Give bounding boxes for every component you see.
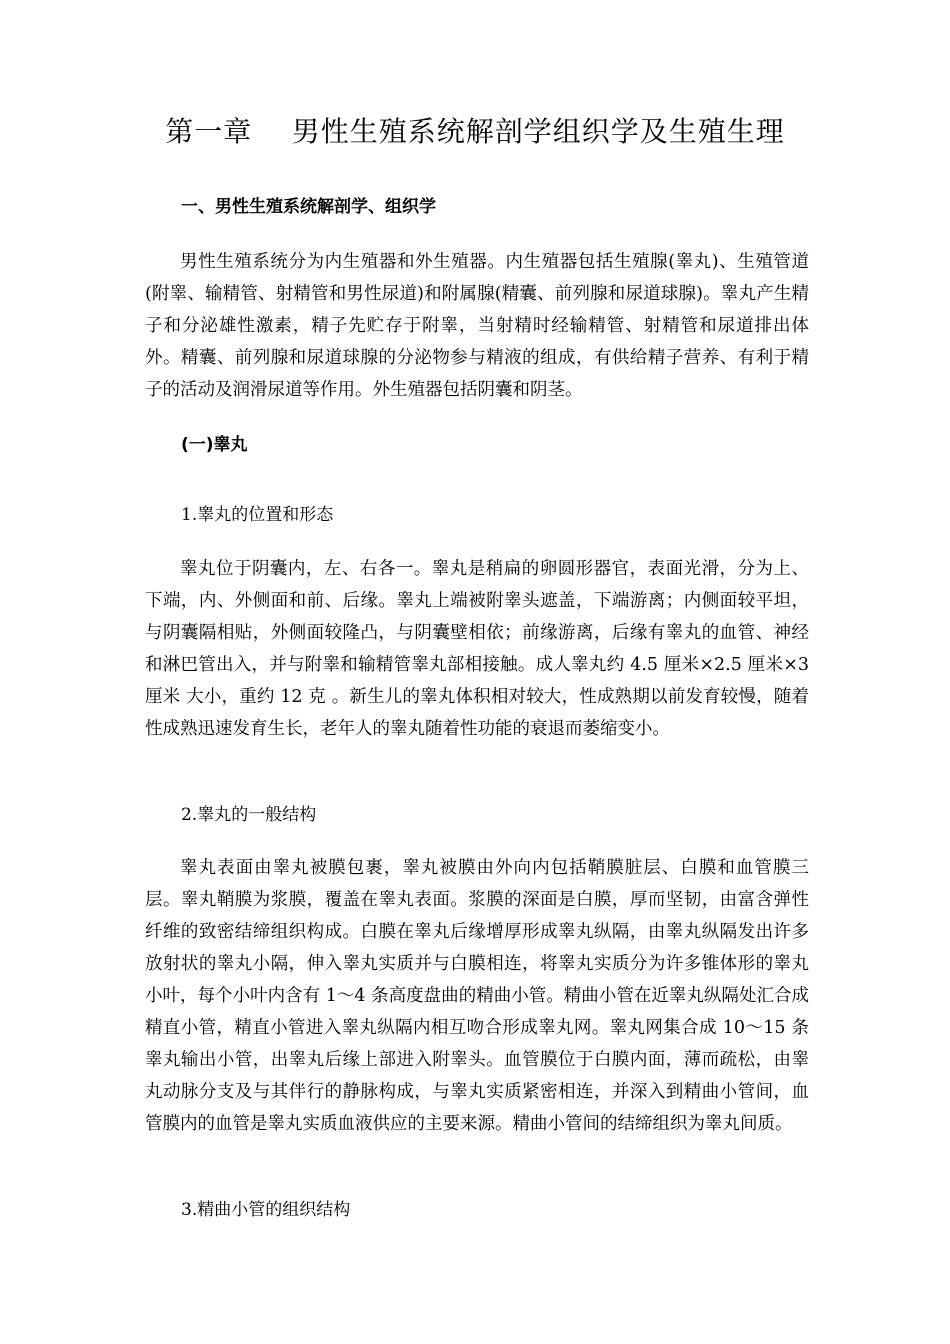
paragraph-general-structure: 睾丸表面由睾丸被膜包裹，睾丸被膜由外向内包括鞘膜脏层、白膜和血管膜三层。睾丸鞘膜为浆膜，覆盖在睾丸表面。浆膜的深面是白膜，厚而坚韧，由富含弹性纤维的致密结缔组织构成。白膜在睾丸后缘增厚形成睾丸纵隔，由睾丸纵隔发出许多放射状的睾丸小隔，伸入睾丸实质并与白膜相连，将睾丸实质分为许多锥体形的睾丸小叶，每个小叶内含有 1～4 条高度盘曲的精曲小管。精曲小管在近睾丸纵隔处汇合成精直小管，精直小管进入睾丸纵隔内相互吻合形成睾丸网。睾丸网集合成 10～15 条睾丸输出小管，出睾丸后缘上部进入附睾头。血管膜位于白膜内面，薄而疏松，由睾丸动脉分支及与其伴行的静脉构成，与睾丸实质紧密相连，并深入到精曲小管间，血管膜内的血管是睾丸实质血液供应的主要来源。精曲小管间的结缔组织为睾丸间质。	[145, 858, 809, 1134]
section-heading-anatomy: 一、男性生殖系统解剖学、组织学	[181, 197, 436, 217]
section-heading-testis: (一)睾丸	[181, 435, 248, 455]
chapter-title: 第一章 男性生殖系统解剖学组织学及生殖生理	[165, 115, 785, 148]
subheading-seminiferous-tubule: 3.精曲小管的组织结构	[181, 1200, 351, 1220]
subheading-position-shape: 1.睾丸的位置和形态	[181, 505, 334, 525]
intro-paragraph: 男性生殖系统分为内生殖器和外生殖器。内生殖器包括生殖腺(睾丸)、生殖管道(附睾、输精管、射精管和男性尿道)和附属腺(精囊、前列腺和尿道球腺)。睾丸产生精子和分泌雄性激素，精子先贮存于附睾，当射精时经输精管、射精管和尿道排出体外。精囊、前列腺和尿道球腺的分泌物参与精液的组成，有供给精子营养、有利于精子的活动及润滑尿道等作用。外生殖器包括阴囊和阴茎。	[145, 252, 809, 400]
paragraph-position-shape: 睾丸位于阴囊内，左、右各一。睾丸是稍扁的卵圆形器官，表面光滑，分为上、下端，内、外侧面和前、后缘。睾丸上端被附睾头遮盖，下端游离；内侧面较平坦，与阴囊隔相贴，外侧面较隆凸，与阴囊壁相依；前缘游离，后缘有睾丸的血管、神经和淋巴管出入，并与附睾和输精管睾丸部相接触。成人睾丸约 4.5 厘米×2.5 厘米×3 厘米 大小，重约 12 克 。新生儿的睾丸体积相对较大，性成熟期以前发育较慢，随着性成熟迅速发育生长，老年人的睾丸随着性功能的衰退而萎缩变小。	[145, 559, 809, 739]
subheading-general-structure: 2.睾丸的一般结构	[181, 805, 317, 825]
